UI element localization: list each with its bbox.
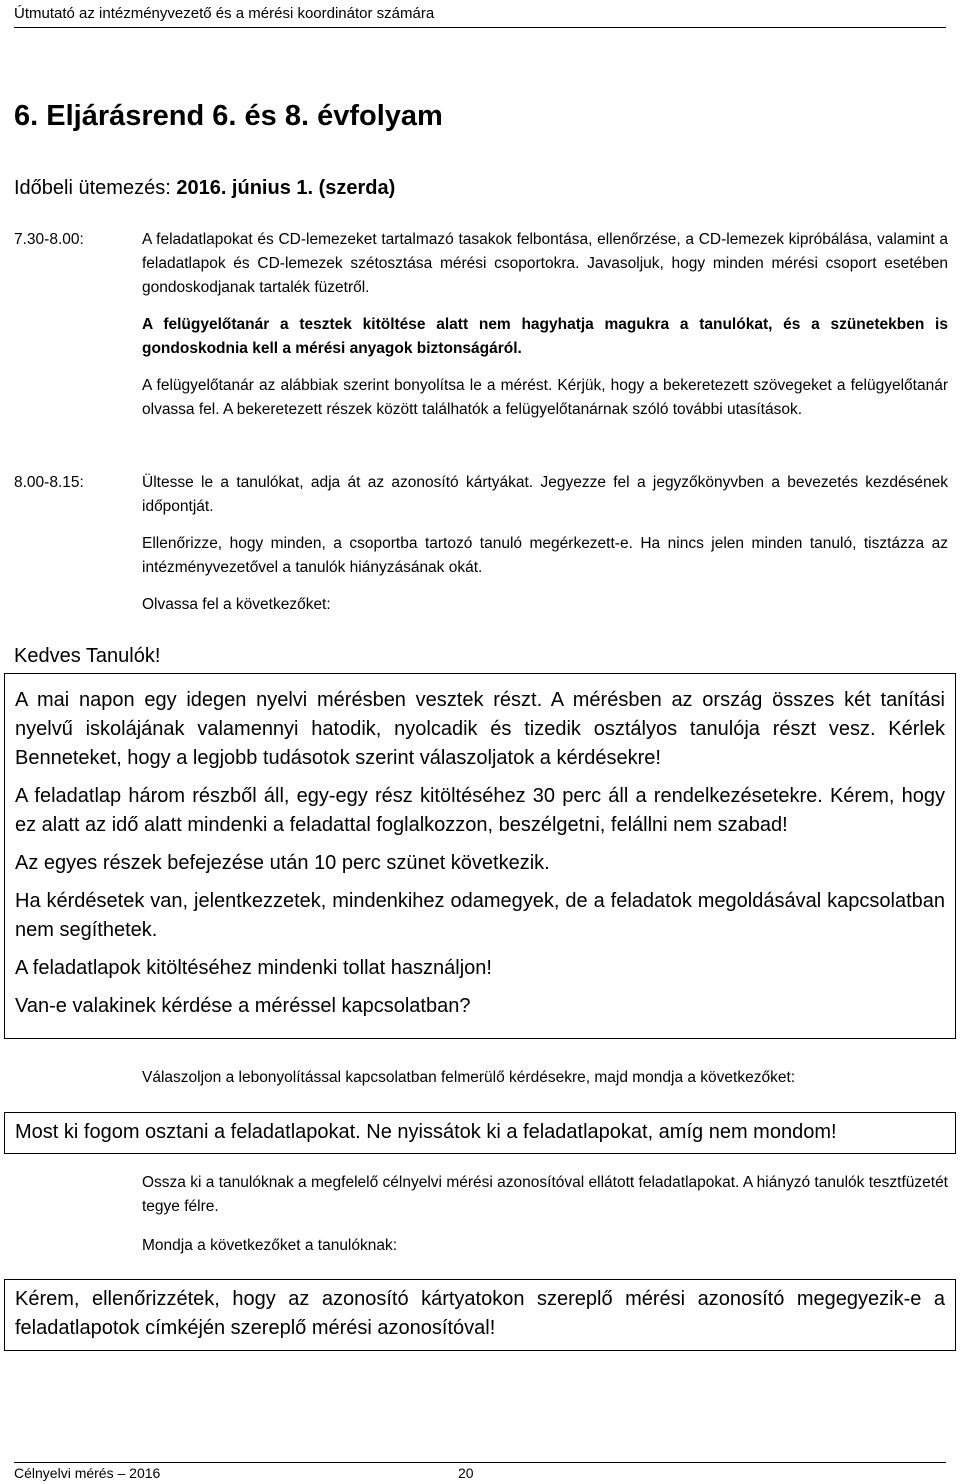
box-1-content: [15, 686, 945, 1021]
block-2-paragraph-1: Ültesse le a tanulókat, adja át az azonosító kártyákat. Jegyezze fel a jegyzőkönyvben a bevezetés kezdésének időpontját.: [142, 474, 948, 515]
box-3-content: [15, 1285, 945, 1343]
read-aloud-box-1: [4, 673, 956, 1039]
greeting: Kedves Tanulók!: [14, 645, 161, 667]
schedule-line: [14, 177, 395, 200]
read-aloud-box-3: [4, 1279, 956, 1351]
time-slot-2: 8.00-8.15:: [14, 474, 84, 491]
page-number: 20: [458, 1465, 474, 1481]
box-1-paragraph-6: Van-e valakinek kérdése a méréssel kapcsolatban?: [15, 995, 471, 1017]
box-1-paragraph-2: A feladatlap három részből áll, egy-egy rész kitöltéséhez 30 perc áll a rendelkezésetekre. Kérem, hogy ez alatt az idő alatt mindenki a feladattal foglalkozzon, beszélgetni, felállni nem szabad!: [15, 785, 945, 836]
block-2-paragraph-3: Olvassa fel a következőket:: [142, 596, 331, 613]
box-2-text: Most ki fogom osztani a feladatlapokat. Ne nyissátok ki a feladatlapokat, amíg nem mondom!: [15, 1121, 837, 1143]
block-1-paragraph-2: A felügyelőtanár a tesztek kitöltése alatt nem hagyhatja magukra a tanulókat, és a szünetekben is gondoskodnia kell a mérési anyagok biztonságáról.: [142, 316, 948, 357]
block-2-paragraph-2: Ellenőrizze, hogy minden, a csoportba tartozó tanuló megérkezett-e. Ha nincs jelen minden tanuló, tisztázza az intézményvezetővel a tanulók hiányzásának okát.: [142, 535, 948, 576]
box-3-text: Kérem, ellenőrizzétek, hogy az azonosító kártyatokon szereplő mérési azonosító megegyezik-e a feladatlapotok címkéjén szereplő mérési azonosítóval!: [15, 1288, 945, 1339]
instruction-2: Ossza ki a tanulóknak a megfelelő célnyelvi mérési azonosítóval ellátott feladatlapokat. A hiányzó tanulók tesztfüzetét tegye félre.: [142, 1174, 948, 1215]
box-1-paragraph-1: A mai napon egy idegen nyelvi mérésben vesztek részt. A mérésben az ország összes két tanítási nyelvű iskolájának valamennyi hatodik, nyolcadik és tizedik osztályos tanulója részt vesz. Kérlek Benneteket, hogy a legjobb tudásotok szerint válaszoljatok a kérdésekre!: [15, 689, 945, 769]
read-aloud-box-2: [4, 1112, 956, 1154]
instruction-3: Mondja a következőket a tanulóknak:: [142, 1237, 398, 1254]
instruction-1: Válaszoljon a lebonyolítással kapcsolatban felmerülő kérdésekre, majd mondja a következőket:: [142, 1069, 796, 1086]
box-2-content: [15, 1118, 945, 1147]
schedule-label: Időbeli ütemezés:: [14, 177, 177, 199]
running-header: Útmutató az intézményvezető és a mérési koordinátor számára: [14, 5, 435, 22]
footer-title: Célnyelvi mérés – 2016: [14, 1465, 161, 1481]
schedule-date: 2016. június 1. (szerda): [176, 177, 396, 199]
box-1-paragraph-5: A feladatlapok kitöltéséhez mindenki tollat használjon!: [15, 957, 492, 979]
box-1-paragraph-4: Ha kérdésetek van, jelentkezzetek, mindenkihez odamegyek, de a feladatok megoldásával kapcsolatban nem segíthetek.: [15, 890, 945, 941]
header-divider: [14, 27, 946, 28]
block-1-paragraph-3: A felügyelőtanár az alábbiak szerint bonyolítsa le a mérést. Kérjük, hogy a bekeretezett szövegeket a felügyelőtanár olvassa fel. A bekeretezett részek között találhatók a felügyelőtanárnak szóló további utasítások.: [142, 377, 948, 418]
time-slot-1: 7.30-8.00:: [14, 231, 84, 248]
footer-divider: [14, 1462, 946, 1463]
section-title: 6. Eljárásrend 6. és 8. évfolyam: [14, 100, 443, 132]
block-1-paragraph-1: A feladatlapokat és CD-lemezeket tartalmazó tasakok felbontása, ellenőrzése, a CD-lemezek kipróbálása, valamint a feladatlapok és CD-lemezek szétosztása mérési csoportokra. Javasoljuk, hogy minden mérési csoport esetében gondoskodjanak tartalék füzetről.: [142, 231, 948, 296]
box-1-paragraph-3: Az egyes részek befejezése után 10 perc szünet következik.: [15, 852, 550, 874]
